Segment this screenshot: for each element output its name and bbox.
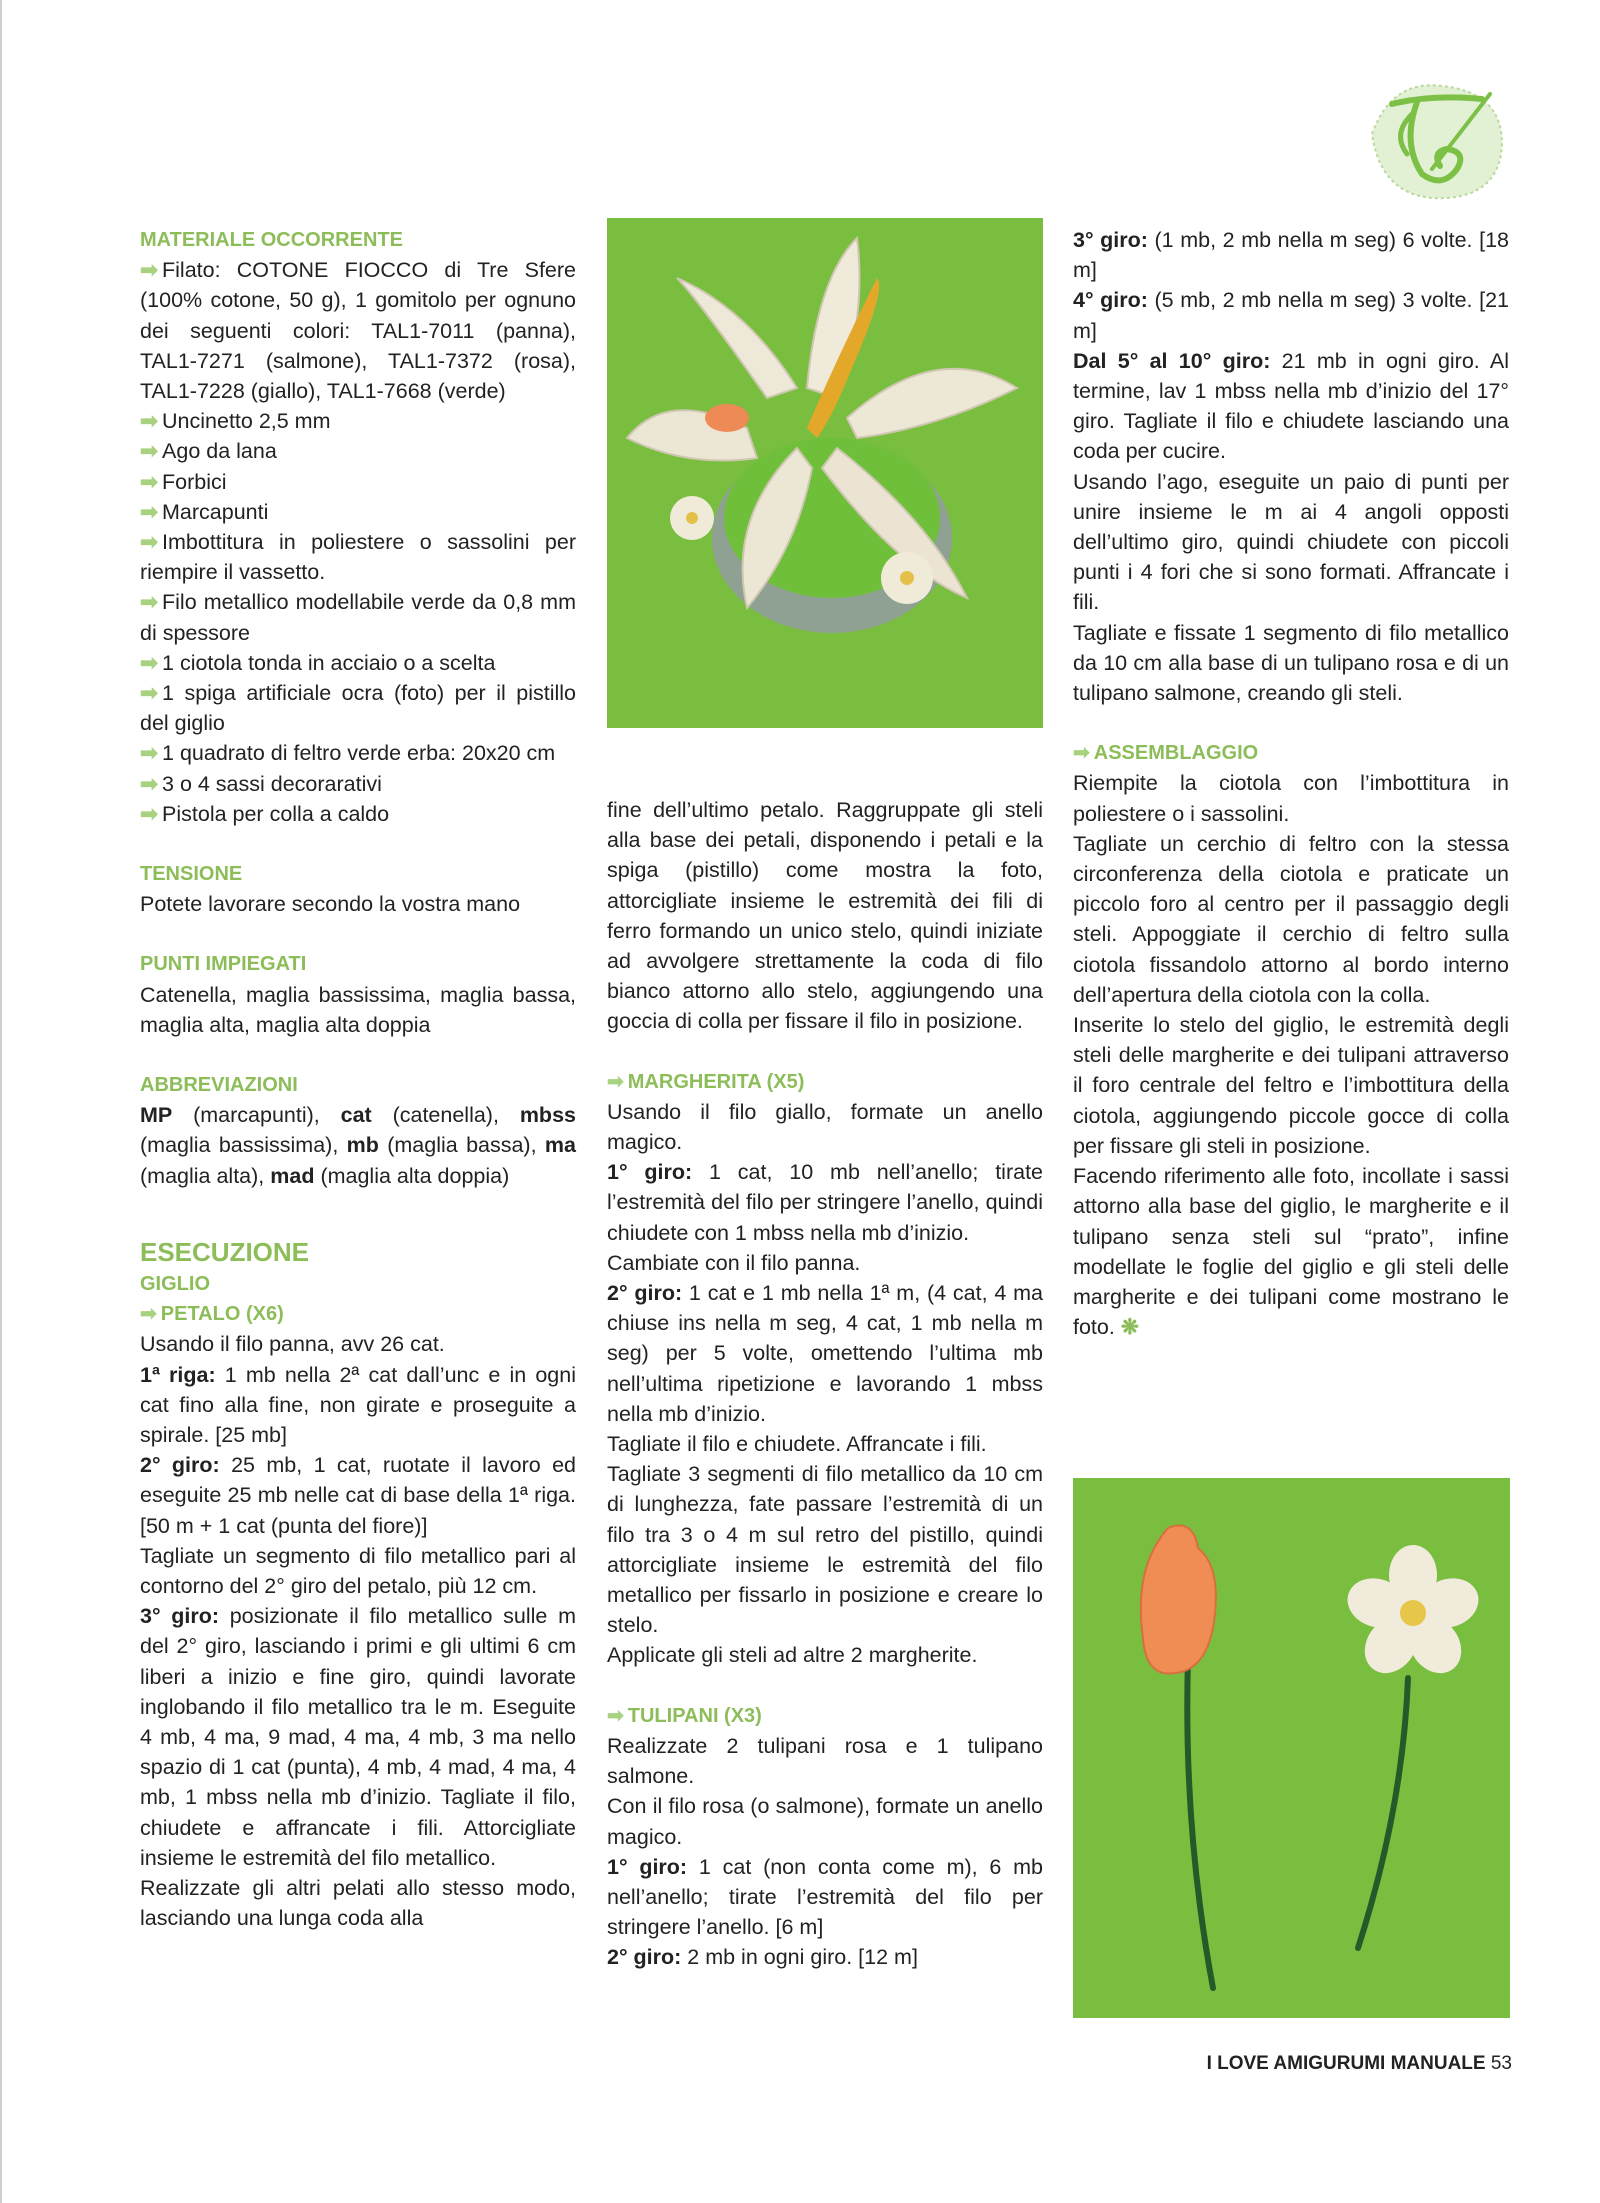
tulip-daisy-photo: [1073, 1478, 1510, 2018]
paragraph: Cambiate con il filo panna.: [607, 1250, 861, 1275]
arrow-icon: ➡: [607, 1070, 624, 1093]
tensione-heading: TENSIONE: [140, 863, 243, 886]
paragraph: 2° giro: 2 mb in ogni giro. [12 m]: [607, 1945, 918, 1970]
paragraph: 1° giro: 1 cat (non conta come m), 6 mb nell’anello; tirate l’estremità del filo per stringere l’anello. [6 m]: [607, 1854, 1044, 1940]
punti-heading: PUNTI IMPIEGATI: [140, 953, 307, 976]
abbreviazioni-heading: ABBREVIAZIONI: [140, 1074, 298, 1097]
giglio-heading: GIGLIO: [140, 1272, 210, 1295]
paragraph: Dal 5° al 10° giro: 21 mb in ogni giro. Al termine, lav 1 mbss nella mb d’inizio del 17° giro. Tagliate il filo e chiudete lasciando una coda per cucire.: [1073, 348, 1509, 464]
materiale-list: [140, 255, 576, 829]
paragraph: Realizzate gli altri pelati allo stesso modo, lasciando una lunga coda alla: [140, 1875, 576, 1931]
magazine-name: I LOVE AMIGURUMI MANUALE: [1206, 2053, 1486, 2074]
list-item: ➡ Filo metallico modellabile verde da 0,8 mm di spessore: [140, 590, 576, 645]
list-item: ➡ 1 quadrato di feltro verde erba: 20x20 cm: [140, 741, 556, 766]
paragraph: Tagliate 3 segmenti di filo metallico da 10 cm di lunghezza, fate passare l’estremità di un filo tra 3 o 4 m sul retro del pistillo, quindi attorcigliate insieme le estremità del filo metallico per fissarlo in posizione e creare lo stelo.: [607, 1462, 1043, 1638]
esecuzione-heading: ESECUZIONE: [140, 1236, 310, 1267]
crochet-hook-logo: [1362, 74, 1512, 204]
paragraph: Usando il filo panna, avv 26 cat.: [140, 1332, 445, 1357]
assemblaggio-heading: ➡ ASSEMBLAGGIO: [1073, 742, 1259, 765]
page-number: 53: [1490, 2053, 1512, 2074]
arrow-icon: ➡: [140, 801, 159, 826]
paragraph: Tagliate il filo e chiudete. Affrancate i fili.: [607, 1432, 987, 1457]
paragraph: 3° giro: posizionate il filo metallico sulle m del 2° giro, lasciando i primi e gli ultimi 6 cm liberi a inizio e fine giro, quindi lavorate inglobando il filo metallico tra le m. Eseguite 4 mb, 4 ma, 9 mad, 4 ma, 4 mb, 3 ma nello spazio di 1 cat (punta), 4 mb, 4 mad, 4 ma, 4 mb, 1 mbss nella mb d’inizio. Tagliate il filo, chiudete e affrancate i fili. Attorcigliate insieme le estremità del filo metallico.: [140, 1604, 576, 1870]
page-edge-line: [0, 0, 2, 2203]
paragraph: Inserite lo stelo del giglio, le estremità degli steli delle margherite e dei tulipani attraverso il foro centrale del feltro e l’imbottitura della ciotola, aggiungendo piccole gocce di colla per fissare gli steli in posizione.: [1073, 1013, 1509, 1158]
list-item: ➡ Uncinetto 2,5 mm: [140, 409, 331, 434]
arrow-icon: ➡: [140, 650, 159, 675]
list-item: ➡ Filato: COTONE FIOCCO di Tre Sfere (100% cotone, 50 g), 1 gomitolo per ognuno dei seguenti colori: TAL1-7011 (panna), TAL1-7271 (salmone), TAL1-7372 (rosa), TAL1-7228 (giallo), TAL1-7668 (verde): [140, 258, 576, 404]
list-item: ➡ Ago da lana: [140, 439, 277, 464]
arrow-icon: ➡: [607, 1704, 624, 1727]
page-footer: [1207, 2053, 1512, 2075]
paragraph: 2° giro: 1 cat e 1 mb nella 1ª m, (4 cat, 4 ma chiuse ins nella m seg, 4 cat, 1 mb nella m seg) per 5 volte, omettendo l’ultima mb nell’ultima ripetizione e lavorando 1 mbss nella mb d’inizio.: [607, 1281, 1043, 1426]
list-item: ➡ 3 o 4 sassi decorarativi: [140, 771, 382, 796]
list-item: ➡ Imbottitura in poliestere o sassolini per riempire il vassetto.: [140, 530, 576, 585]
arrow-icon: ➡: [140, 1303, 157, 1326]
arrow-icon: ➡: [140, 469, 159, 494]
paragraph: Riempite la ciotola con l’imbottitura in poliestere o i sassolini.: [1073, 771, 1509, 826]
column-2: [607, 795, 1043, 1973]
paragraph: Tagliate un segmento di filo metallico pari al contorno del 2° giro del petalo, più 12 cm.: [140, 1543, 576, 1598]
arrow-icon: ➡: [140, 439, 159, 464]
paragraph: Usando l’ago, eseguite un paio di punti per unire insieme le m ai 4 angoli opposti dell’ultimo giro, quindi chiudete con piccoli punti i 4 fori che si sono formati. Affrancate i fili.: [1073, 469, 1509, 615]
list-item: ➡ 1 spiga artificiale ocra (foto) per il pistillo del giglio: [140, 681, 576, 736]
arrow-icon: ➡: [140, 409, 159, 434]
paragraph: 1° giro: 1 cat, 10 mb nell’anello; tirate l’estremità del filo per stringere l’anello, quindi chiudete con 1 mbss nella mb d’inizio.: [607, 1160, 1043, 1245]
list-item: ➡ Marcapunti: [140, 499, 269, 524]
paragraph: 3° giro: (1 mb, 2 mb nella m seg) 6 volte. [18 m]: [1073, 228, 1509, 283]
lily-photo: [607, 218, 1043, 728]
arrow-icon: ➡: [140, 499, 159, 524]
paragraph: Facendo riferimento alle foto, incollate i sassi attorno alla base del giglio, le margherite e il tulipano senza steli sul “prato”, infine modellate le foglie del giglio e gli steli delle margherite e dei tulipani come mostrano le foto. ❋: [1073, 1164, 1509, 1340]
paragraph: Tagliate un cerchio di feltro con la stessa circonferenza della ciotola e praticate un piccolo foro al centro per il passaggio degli steli. Appoggiate il cerchio di feltro sulla ciotola fissandolo attorno al bordo interno dell’apertura della ciotola con la colla.: [1073, 831, 1509, 1007]
arrow-icon: ➡: [140, 530, 159, 555]
column-3: [1073, 225, 1509, 1342]
paragraph: 4° giro: (5 mb, 2 mb nella m seg) 3 volte. [21 m]: [1073, 288, 1509, 343]
margherita-heading: ➡ MARGHERITA (X5): [607, 1070, 805, 1093]
arrow-icon: ➡: [140, 771, 159, 796]
arrow-icon: ➡: [140, 590, 159, 615]
arrow-icon: ➡: [140, 681, 159, 706]
column-1: [140, 225, 576, 1933]
petalo-heading: ➡ PETALO (X6): [140, 1303, 284, 1326]
tensione-text: Potete lavorare secondo la vostra mano: [140, 892, 521, 917]
punti-text: Catenella, maglia bassissima, maglia bassa, maglia alta, maglia alta doppia: [140, 982, 576, 1037]
paragraph: Applicate gli steli ad altre 2 margherite.: [607, 1643, 978, 1668]
paragraph: Usando il filo giallo, formate un anello magico.: [607, 1099, 1043, 1155]
tulipani-heading: ➡ TULIPANI (X3): [607, 1704, 762, 1727]
list-item: ➡ Pistola per colla a caldo: [140, 801, 390, 826]
paragraph: Realizzate 2 tulipani rosa e 1 tulipano salmone.: [607, 1733, 1043, 1789]
arrow-icon: ➡: [1073, 742, 1090, 765]
paragraph: Tagliate e fissate 1 segmento di filo metallico da 10 cm alla base di un tulipano rosa e di un tulipano salmone, creando gli steli.: [1073, 620, 1509, 706]
paragraph: 2° giro: 25 mb, 1 cat, ruotate il lavoro ed eseguite 25 mb nelle cat di base della 1ª riga. [50 m + 1 cat (punta del fiore)]: [140, 1453, 576, 1538]
abbreviazioni-text: MP (marcapunti), cat (catenella), mbss (maglia bassissima), mb (maglia bassa), ma (maglia alta), mad (maglia alta doppia): [140, 1103, 576, 1188]
arrow-icon: ➡: [140, 741, 159, 766]
paragraph: fine dell’ultimo petalo. Raggruppate gli steli alla base dei petali, disponendo i petali e la spiga (pistillo) come mostra la foto, attorcigliate insieme le estremità dei fili di ferro formando un unico stelo, quindi iniziate ad avvolgere strettamente la coda di filo bianco attorno allo stelo, aggiungendo una goccia di colla per fissare il filo in posizione.: [607, 798, 1043, 1034]
end-flower-icon: ❋: [1120, 1315, 1139, 1340]
list-item: ➡ Forbici: [140, 469, 227, 494]
paragraph: 1ª riga: 1 mb nella 2ª cat dall’unc e in ogni cat fino alla fine, non girate e proseguite a spirale. [25 mb]: [140, 1362, 577, 1447]
arrow-icon: ➡: [140, 258, 159, 283]
list-item: ➡ 1 ciotola tonda in acciaio o a scelta: [140, 650, 496, 675]
paragraph: Con il filo rosa (o salmone), formate un anello magico.: [607, 1794, 1043, 1849]
materiale-heading: MATERIALE OCCORRENTE: [140, 229, 403, 251]
